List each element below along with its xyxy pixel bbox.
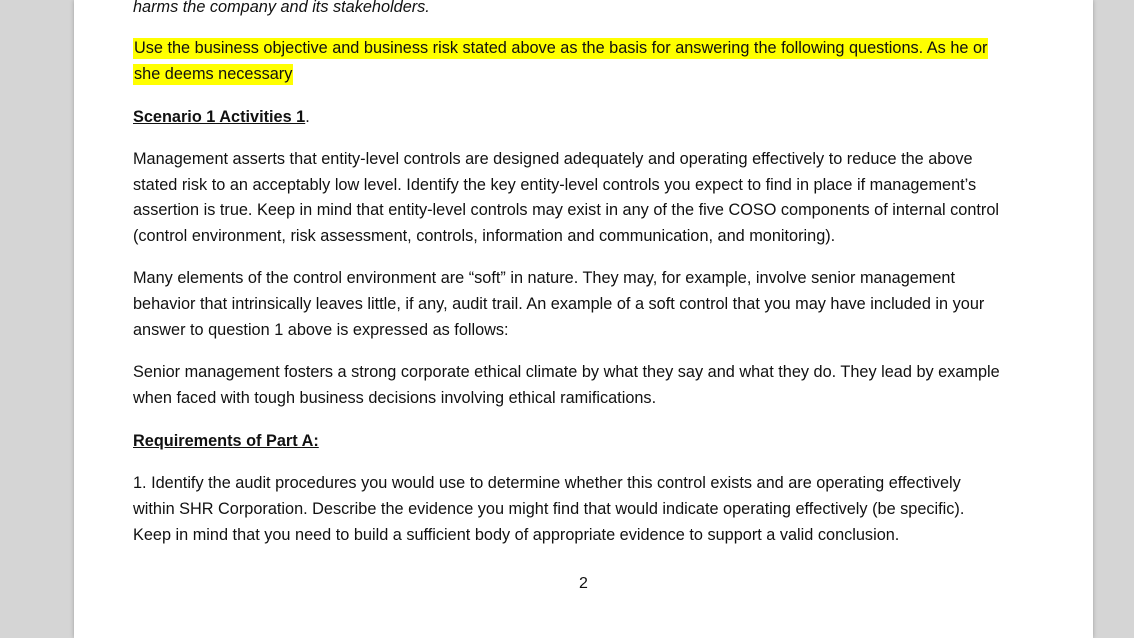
para1-line-2: stated risk to an acceptably low level. Identify the key entity-level controls you expect to find in place if management’s bbox=[133, 176, 977, 194]
scenario-heading-line bbox=[133, 107, 310, 127]
para2-line-1: Many elements of the control environment are “soft” in nature. They may, for example, involve senior management bbox=[133, 269, 955, 287]
para2-line-2: behavior that intrinsically leaves little, if any, audit trail. An example of a soft control that you may have included in your bbox=[133, 295, 985, 313]
para1-line-3: assertion is true. Keep in mind that entity-level controls may exist in any of the five COSO components of internal control bbox=[133, 201, 1000, 219]
para3-line-1: Senior management fosters a strong corporate ethical climate by what they say and what they do. They lead by example bbox=[133, 363, 1000, 381]
para4-line-2: within SHR Corporation. Describe the evidence you might find that would indicate operating effectively (be specific). bbox=[133, 500, 965, 518]
document-page bbox=[74, 0, 1093, 638]
para1-line-4: (control environment, risk assessment, controls, information and communication, and monitoring). bbox=[133, 227, 836, 245]
para4-line-1: 1. Identify the audit procedures you would use to determine whether this control exists and are operating effectively bbox=[133, 474, 961, 492]
highlighted-line-1 bbox=[133, 38, 988, 58]
para1-line-1: Management asserts that entity-level controls are designed adequately and operating effectively to reduce the above bbox=[133, 150, 973, 168]
highlight-span-2: she deems necessary bbox=[134, 65, 293, 83]
highlighted-line-2 bbox=[133, 64, 293, 84]
top-fragment-line: harms the company and its stakeholders. bbox=[133, 0, 430, 16]
scenario-heading-period: . bbox=[305, 108, 310, 126]
para2-line-3: answer to question 1 above is expressed as follows: bbox=[133, 321, 509, 339]
para3-line-2: when faced with tough business decisions involving ethical ramifications. bbox=[133, 389, 657, 407]
page-number: 2 bbox=[579, 575, 588, 592]
requirements-heading-line bbox=[133, 431, 319, 451]
scenario-heading: Scenario 1 Activities 1 bbox=[133, 108, 306, 126]
highlight-span-1: Use the business objective and business risk stated above as the basis for answering the following questions. As he or bbox=[134, 39, 988, 57]
para4-line-3: Keep in mind that you need to build a sufficient body of appropriate evidence to support a valid conclusion. bbox=[133, 526, 900, 544]
requirements-heading: Requirements of Part A: bbox=[133, 432, 319, 450]
